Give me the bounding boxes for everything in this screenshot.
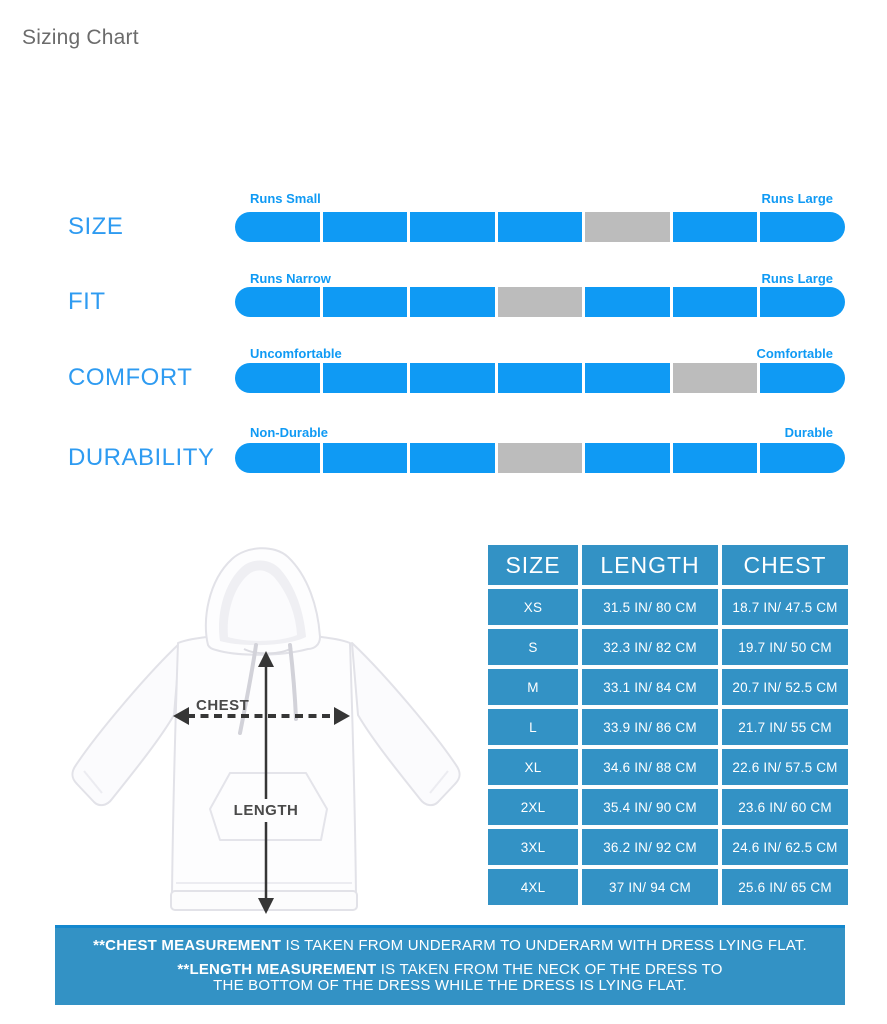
table-cell-length: 33.9 IN/ 86 CM [582,709,718,745]
bar-segment [410,363,495,393]
rating-marker-segment [585,212,670,242]
table-cell-length: 36.2 IN/ 92 CM [582,829,718,865]
bar-segment [760,443,845,473]
bar-segment [585,363,670,393]
table-cell-size: 3XL [488,829,578,865]
table-cell-chest: 22.6 IN/ 57.5 CM [722,749,848,785]
chest-measurement-note: **CHEST MEASUREMENT IS TAKEN FROM UNDERARM TO UNDERARM WITH DRESS LYING FLAT. [93,937,807,954]
table-cell-size: S [488,629,578,665]
rating-category-label: FIT [68,288,106,315]
table-cell-size: L [488,709,578,745]
bar-segment [323,212,408,242]
bar-segment [585,287,670,317]
table-cell-chest: 24.6 IN/ 62.5 CM [722,829,848,865]
rating-marker-segment [498,287,583,317]
table-cell-length: 35.4 IN/ 90 CM [582,789,718,825]
bar-segment [498,212,583,242]
bar-segment [235,443,320,473]
chest-label: CHEST [196,697,250,714]
rating-right-label: Durable [784,425,833,440]
rating-category-label: COMFORT [68,364,193,391]
rating-right-label: Runs Large [761,271,833,286]
table-cell-chest: 20.7 IN/ 52.5 CM [722,669,848,705]
bar-segment [673,287,758,317]
table-cell-size: XS [488,589,578,625]
bar-segment [673,443,758,473]
table-cell-size: 4XL [488,869,578,905]
table-cell-length: 33.1 IN/ 84 CM [582,669,718,705]
rating-left-label: Uncomfortable [250,346,342,361]
bar-segment [235,363,320,393]
rating-end-labels [235,191,845,207]
rating-bar [235,363,845,393]
rating-left-label: Runs Narrow [250,271,331,286]
table-cell-chest: 19.7 IN/ 50 CM [722,629,848,665]
hoodie-diagram [68,543,468,921]
bar-segment [760,363,845,393]
bar-segment [323,287,408,317]
size-table [488,545,848,905]
rating-category-label: SIZE [68,213,124,240]
bar-segment [410,212,495,242]
bar-segment [498,363,583,393]
bar-segment [235,287,320,317]
length-measurement-note-line1: **LENGTH MEASUREMENT IS TAKEN FROM THE NECK OF THE DRESS TO [177,961,723,978]
table-cell-chest: 25.6 IN/ 65 CM [722,869,848,905]
rating-marker-segment [673,363,758,393]
page-title: Sizing Chart [22,26,139,49]
length-label: LENGTH [233,802,299,819]
bar-segment [760,287,845,317]
bar-segment [235,212,320,242]
bar-segment [410,287,495,317]
table-cell-size: M [488,669,578,705]
rating-left-label: Runs Small [250,191,321,206]
table-header-length: LENGTH [582,545,718,585]
table-cell-length: 32.3 IN/ 82 CM [582,629,718,665]
rating-end-labels [235,425,845,441]
table-cell-chest: 21.7 IN/ 55 CM [722,709,848,745]
rating-left-label: Non-Durable [250,425,328,440]
rating-bar [235,212,845,242]
rating-bar [235,287,845,317]
bar-segment [410,443,495,473]
rating-right-label: Runs Large [761,191,833,206]
rating-end-labels [235,271,845,287]
table-header-chest: CHEST [722,545,848,585]
table-cell-chest: 23.6 IN/ 60 CM [722,789,848,825]
measurement-note-banner [55,925,845,1005]
length-measurement-note-line2: THE BOTTOM OF THE DRESS WHILE THE DRESS IS LYING FLAT. [213,977,687,994]
rating-bar [235,443,845,473]
bar-segment [585,443,670,473]
rating-marker-segment [498,443,583,473]
bar-segment [760,212,845,242]
hoodie-hood [206,548,320,655]
table-cell-length: 34.6 IN/ 88 CM [582,749,718,785]
bar-segment [323,363,408,393]
rating-category-label: DURABILITY [68,444,215,471]
table-cell-length: 31.5 IN/ 80 CM [582,589,718,625]
table-cell-size: XL [488,749,578,785]
table-header-size: SIZE [488,545,578,585]
rating-right-label: Comfortable [756,346,833,361]
table-cell-chest: 18.7 IN/ 47.5 CM [722,589,848,625]
bar-segment [323,443,408,473]
table-cell-length: 37 IN/ 94 CM [582,869,718,905]
rating-end-labels [235,346,845,362]
bar-segment [673,212,758,242]
table-cell-size: 2XL [488,789,578,825]
